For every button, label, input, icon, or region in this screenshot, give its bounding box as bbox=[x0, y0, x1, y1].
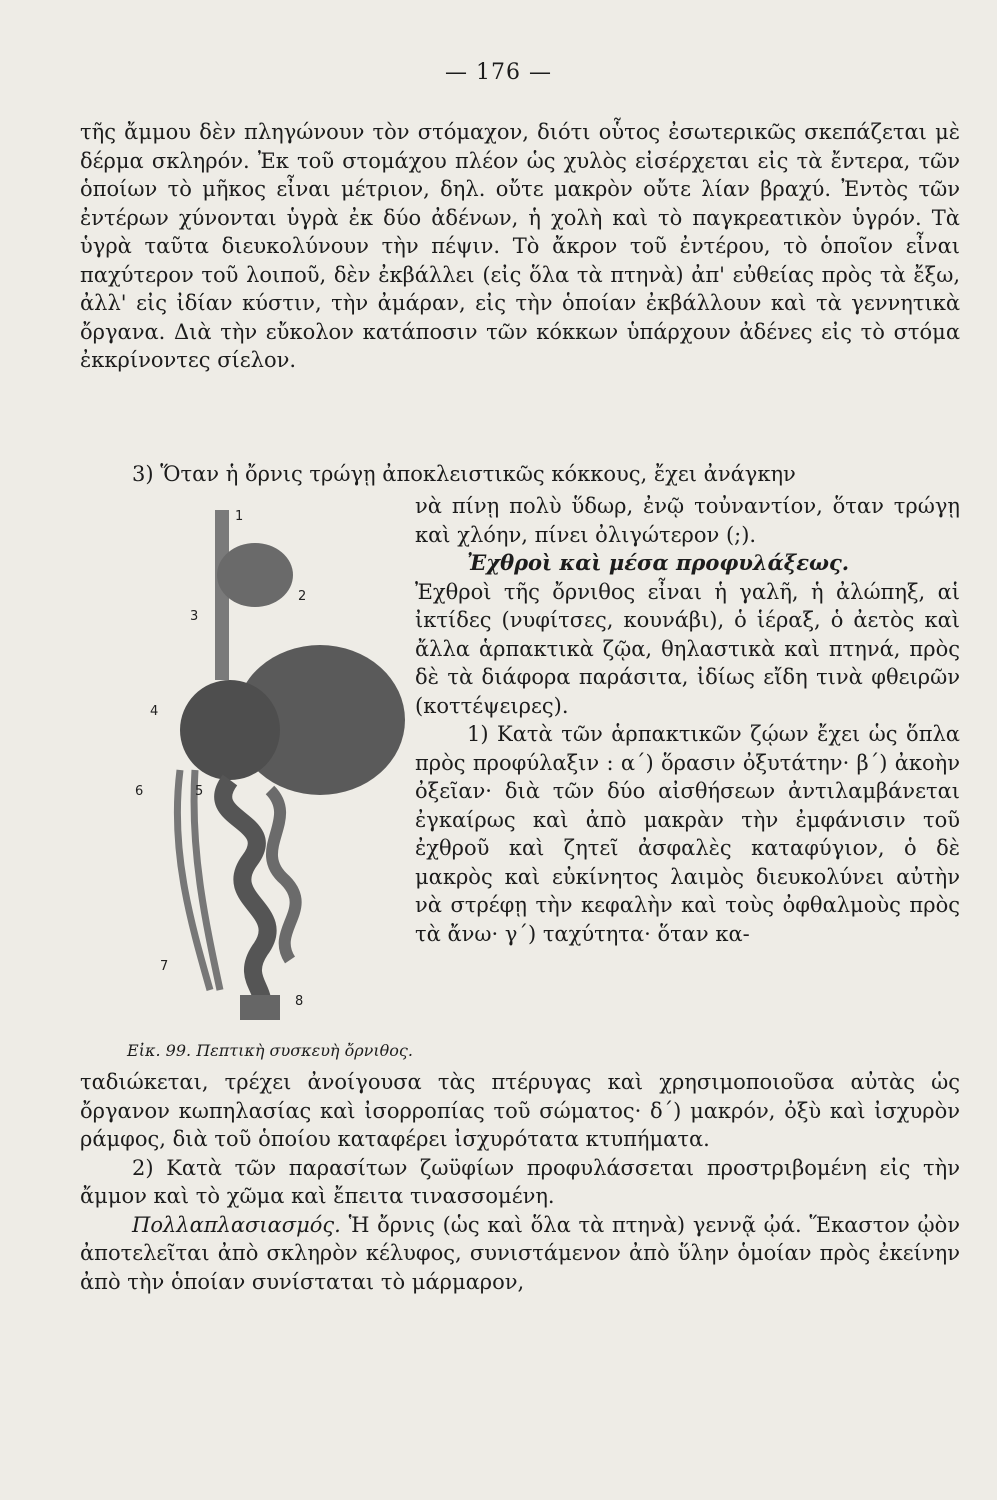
top-paragraph-block bbox=[80, 118, 960, 375]
figure-label-7: 7 bbox=[160, 959, 169, 974]
digestive-system-illustration bbox=[120, 490, 420, 1030]
figure-label-3: 3 bbox=[190, 609, 199, 624]
para3-first-line: 3) Ὅταν ἡ ὄρνις τρώγῃ ἀποκλειστικῶς κόκκους, ἔχει ἀνάγκην bbox=[132, 462, 796, 486]
figure-label-4: 4 bbox=[150, 704, 159, 719]
reproduction-heading: Πολλαπλασιασμός. bbox=[132, 1212, 341, 1237]
figure-wrap-area bbox=[80, 460, 960, 1080]
figure-label-2: 2 bbox=[298, 589, 307, 604]
crop bbox=[217, 543, 293, 607]
defense-paragraph-1-continuation: ταδιώκεται, τρέχει ἀνοίγουσα τὰς πτέρυγας καὶ χρησιμοποιοῦσα αὐτὰς ὡς ὄργανον κωπηλασίας καὶ ἰσορροπίας τοῦ σώματος· δ΄) μακρόν, ὀξὺ καὶ ἰσχυρὸν ράμφος, διὰ τοῦ ὁποίου καταφέρει ἰσχυρότατα κτυπήματα. bbox=[80, 1070, 960, 1151]
liver bbox=[180, 680, 280, 780]
reproduction-paragraph bbox=[80, 1211, 960, 1297]
para3-rest: νὰ πίνῃ πολὺ ὕδωρ, ἐνῷ τοὐναντίον, ὅταν τρώγῃ καὶ χλόην, πίνει ὀλιγώτερον (;). bbox=[415, 494, 960, 547]
section-heading-enemies: Ἐχθροὶ καὶ μέσα προφυλάξεως. bbox=[467, 550, 850, 575]
intestine bbox=[223, 780, 268, 1010]
figure-caption: Εἰκ. 99. Πεπτικὴ συσκευὴ ὄρνιθος. bbox=[127, 1041, 413, 1060]
top-paragraph: τῆς ἄμμου δὲν πληγώνουν τὸν στόμαχον, διότι οὗτος ἐσωτερικῶς σκεπάζεται μὲ δέρμα σκληρόν. Ἐκ τοῦ στομάχου πλέον ὡς χυλὸς εἰσέρχεται εἰς τὰ ἔντερα, τῶν ὁποίων τὸ μῆκος εἶναι μέτριον, δηλ. οὔτε μακρὸν οὔτε λίαν βραχύ. Ἐντὸς τῶν ἐντέρων χύνονται ὑγρὰ ἐκ δύο ἀδένων, ἡ χολὴ καὶ τὸ παγκρεατικὸν ὑγρόν. Τὰ ὑγρὰ ταῦτα διευκολύνουν τὴν πέψιν. Τὸ ἄκρον τοῦ ἐντέρου, τὸ ὁποῖον εἶναι παχύτερον τοῦ λοιποῦ, δὲν ἐκβάλλει (εἰς ὅλα τὰ πτηνὰ) ἀπ' εὐθείας πρὸς τὰ ἔξω, ἀλλ' εἰς ἰδίαν κύστιν, τὴν ἀμάραν, εἰς τὴν ὁποίαν ἐκβάλλουν καὶ τὰ γεννητικὰ ὄργανα. Διὰ τὴν εὔκολον κατάποσιν τῶν κόκκων ὑπάρχουν ἀδένες εἰς τὸ στόμα ἐκκρίνοντες σίελον. bbox=[80, 120, 960, 372]
defense-paragraph-1: 1) Κατὰ τῶν ἁρπακτικῶν ζῴων ἔχει ὡς ὅπλα πρὸς προφύλαξιν : α΄) ὅρασιν ὀξυτάτην· β΄) ἀκοὴν ὀξεῖαν· διὰ τῶν δύο αἰσθήσεων ἀντιλαμβάνεται ἐγκαίρως καὶ ἀπὸ μακρὰν τὴν ἐμφάνισιν τοῦ ἐχθροῦ καὶ ζητεῖ ἀσφαλὲς καταφύγιον, ὁ δὲ μακρὸς καὶ εὐκίνητος λαιμὸς διευκολύνει αὐτὴν νὰ στρέφῃ τὴν κεφαλὴν καὶ τοὺς ὀφθαλμοὺς πρὸς τὰ ἄνω· γ΄) ταχύτητα· ὅταν κα- bbox=[415, 722, 960, 946]
figure-label-6: 6 bbox=[135, 784, 144, 799]
defense-paragraph-2: 2) Κατὰ τῶν παρασίτων ζωϋφίων προφυλάσσεται προστριβομένη εἰς τὴν ἄμμον καὶ τὸ χῶμα καὶ ἔπειτα τινασσομένη. bbox=[80, 1155, 960, 1208]
figure-label-8: 8 bbox=[295, 994, 304, 1009]
bottom-text-block bbox=[80, 1068, 960, 1296]
enemies-paragraph: Ἐχθροὶ τῆς ὄρνιθος εἶναι ἡ γαλῆ, ἡ ἀλώπηξ, αἱ ἰκτίδες (νυφίτσες, κουνάβι), ὁ ἱέραξ, ὁ ἀετὸς καὶ ἄλλα ἁρπακτικὰ ζῷα, θηλαστικὰ καὶ πτηνά, πρὸς δὲ τὰ διάφορα παράσιτα, ἰδίως εἴδη τινὰ φθειρῶν (κοττέψειρες). bbox=[415, 579, 960, 718]
figure-label-5: 5 bbox=[195, 784, 204, 799]
cloaca bbox=[240, 995, 280, 1020]
reproduction-text: Ἡ ὄρνις (ὡς καὶ ὅλα τὰ πτηνὰ) γεννᾷ ᾠά. Ἕκαστον ᾠὸν ἀποτελεῖται ἀπὸ σκληρὸν κέλυφος, συνιστάμενον ἀπὸ ὕλην ὁμοίαν πρὸς ἐκείνην ἀπὸ τὴν ὁποίαν συνίσταται τὸ μάρμαρον, bbox=[80, 1212, 960, 1294]
digestive-system-figure bbox=[120, 490, 420, 1090]
right-column bbox=[415, 492, 960, 948]
figure-label-1: 1 bbox=[235, 509, 244, 524]
page-number: — 176 — bbox=[445, 60, 552, 85]
